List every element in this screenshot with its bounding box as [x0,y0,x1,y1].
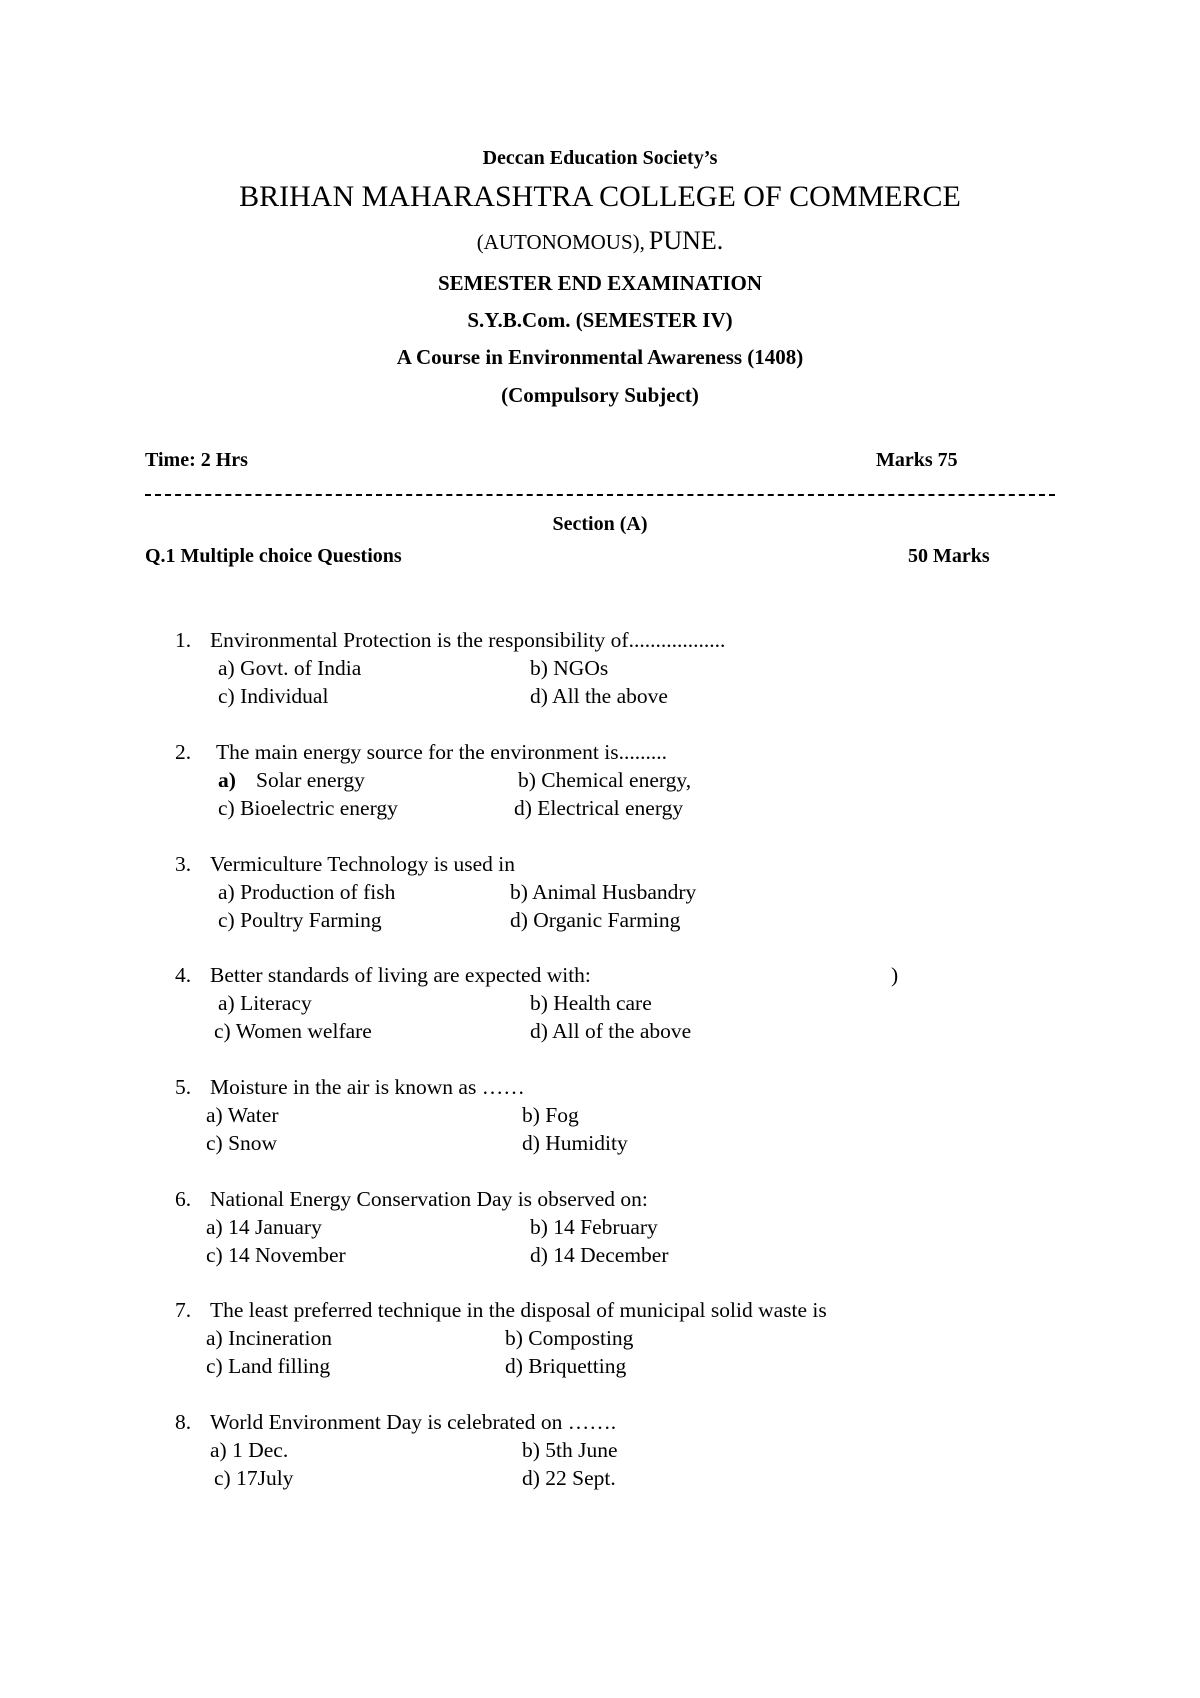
option-c: c) Poultry Farming [218,908,382,932]
option-c: c) Individual [218,684,329,708]
question-text: Moisture in the air is known as …… [210,1075,525,1099]
question-text: Environmental Protection is the responsibility of.................. [210,628,726,652]
option-d: d) 22 Sept. [522,1466,616,1490]
option-b: b) NGOs [530,656,609,680]
option-d: d) Electrical energy [514,796,684,820]
option-d: d) Humidity [522,1131,628,1155]
option-b: b) 5th June [522,1438,618,1462]
question-number: 7. [175,1298,192,1322]
option-d: d) 14 December [530,1243,669,1267]
option-a: a) Water [206,1103,279,1127]
option-c: c) 17July [214,1466,294,1490]
option-d: d) All the above [530,684,668,708]
option-c: c) Land filling [206,1354,331,1378]
college-name: BRIHAN MAHARASHTRA COLLEGE OF COMMERCE [239,180,961,213]
option-b: b) 14 February [530,1215,658,1239]
exam-total-marks: Marks 75 [876,449,958,471]
question-marks: 50 Marks [908,545,990,567]
option-d: d) All of the above [530,1019,692,1043]
question-number: 4. [175,963,192,987]
option-a: a) Literacy [218,991,312,1015]
option-b: b) Chemical energy, [518,768,692,792]
option-a: a) 1 Dec. [210,1438,289,1462]
question-number: 6. [175,1187,192,1211]
question-text: World Environment Day is celebrated on ……. [210,1410,617,1434]
option-b: b) Animal Husbandry [510,880,697,904]
society-name: Deccan Education Society’s [482,147,718,169]
autonomous-label: (AUTONOMOUS), [476,230,645,254]
question-number: 5. [175,1075,192,1099]
option-b: b) Composting [505,1326,634,1350]
separator-line [145,494,1055,496]
option-a: a) Incineration [206,1326,332,1350]
autonomous-line [0,226,1200,256]
option-d: d) Organic Farming [510,908,681,932]
city-label: PUNE. [648,226,724,255]
option-a: Solar energy [256,768,365,792]
option-a: a) Govt. of India [218,656,362,680]
section-title: Section (A) [552,513,648,535]
option-d: d) Briquetting [505,1354,627,1378]
question-number: 1. [175,628,192,652]
question-text: The least preferred technique in the disposal of municipal solid waste is [210,1298,827,1322]
question-text: National Energy Conservation Day is observed on: [210,1187,648,1211]
question-text: The main energy source for the environment is......... [216,740,667,764]
option-c: c) Women welfare [214,1019,372,1043]
exam-title: SEMESTER END EXAMINATION [438,271,762,295]
option-b: b) Fog [522,1103,579,1127]
subject-type: (Compulsory Subject) [501,383,699,407]
question-number: 8. [175,1410,192,1434]
question-text: Better standards of living are expected with: [210,963,591,987]
option-a-label: a) [218,768,236,792]
option-a: a) Production of fish [218,880,396,904]
question-text: Vermiculture Technology is used in [210,852,516,876]
question-heading: Q.1 Multiple choice Questions [145,545,402,567]
option-c: c) Snow [206,1131,278,1155]
question-number: 2. [175,740,192,764]
option-c: c) Bioelectric energy [218,796,398,820]
option-b: b) Health care [530,991,652,1015]
class-title: S.Y.B.Com. (SEMESTER IV) [467,308,733,332]
course-title: A Course in Environmental Awareness (1408) [396,345,804,369]
option-c: c) 14 November [206,1243,346,1267]
stray-parenthesis: ) [891,963,899,987]
exam-time: Time: 2 Hrs [145,449,248,471]
option-a: a) 14 January [206,1215,322,1239]
question-number: 3. [175,852,192,876]
